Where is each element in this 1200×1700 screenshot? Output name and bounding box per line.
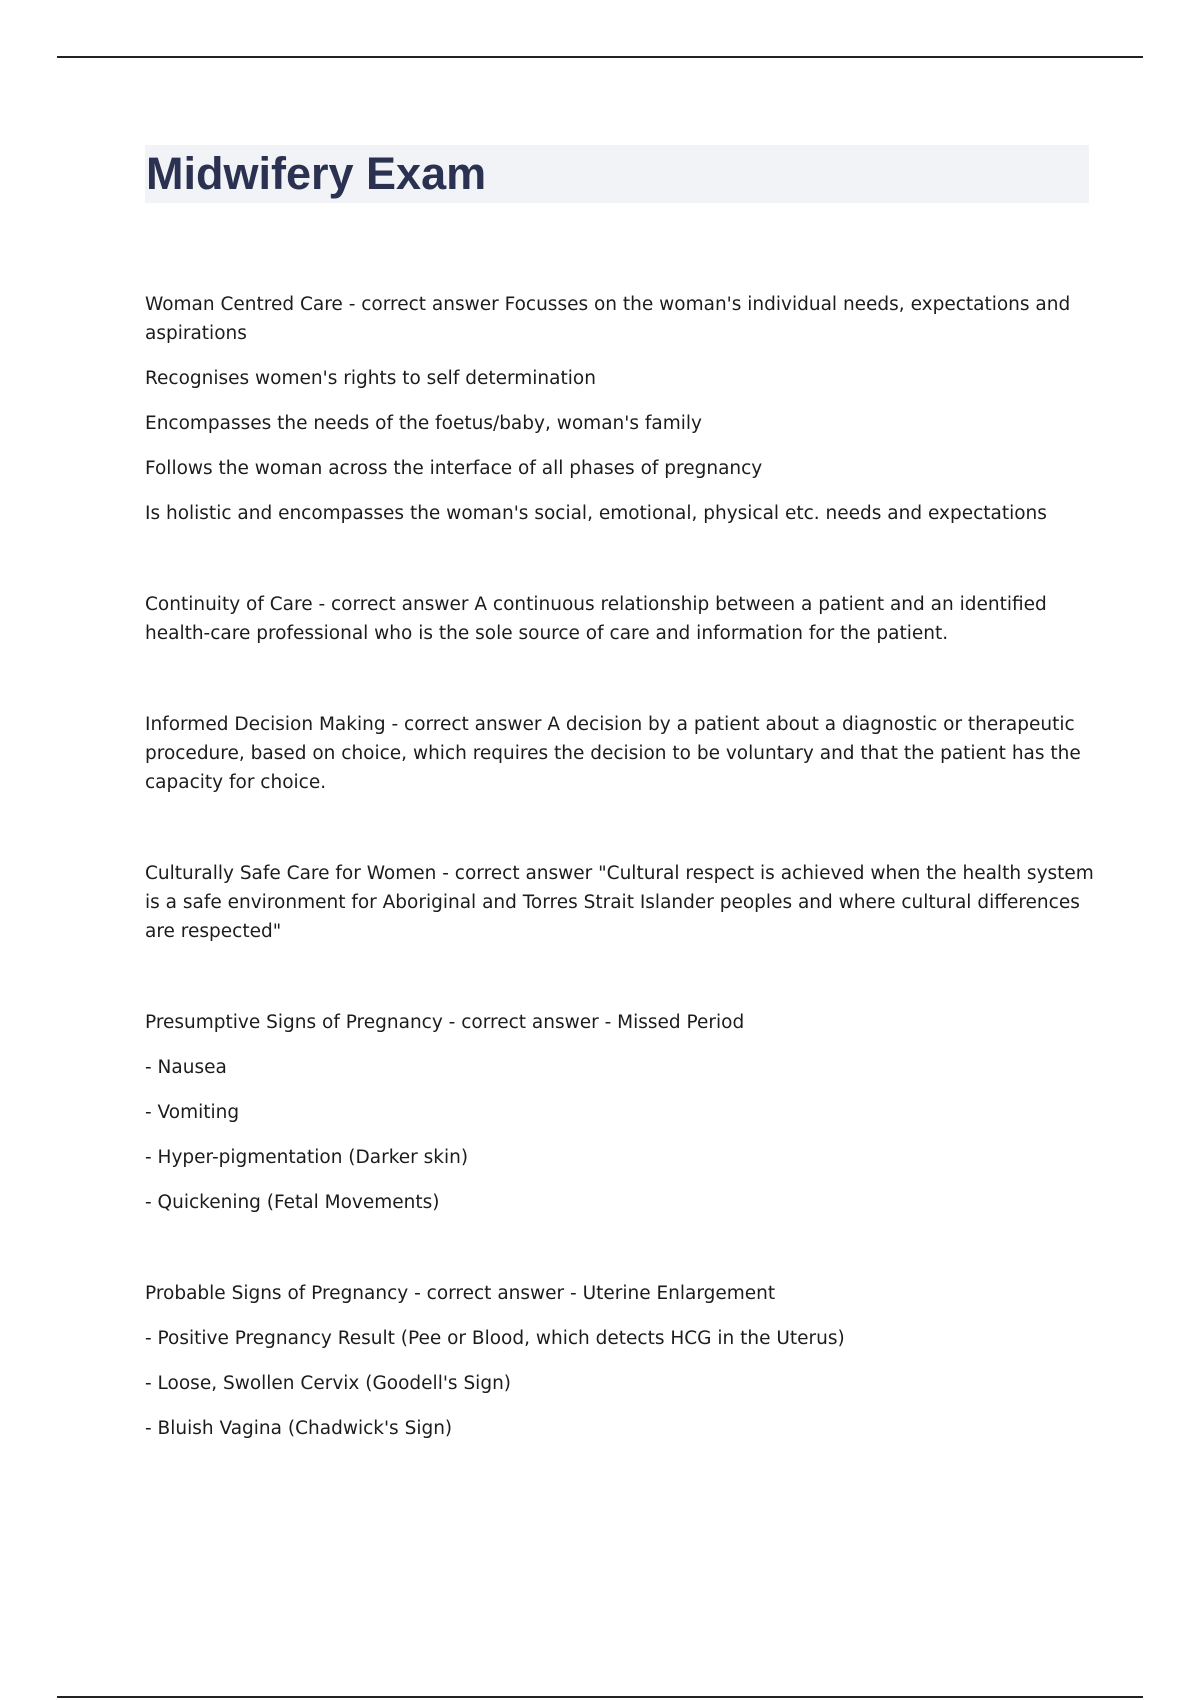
paragraph: Continuity of Care - correct answer A continuous relationship between a patient and an identified health-care professional who is the sole source of care and information for the patient.: [145, 594, 1047, 644]
list-item: - Loose, Swollen Cervix (Goodell's Sign): [145, 1373, 512, 1394]
list-item: - Bluish Vagina (Chadwick's Sign): [145, 1418, 453, 1439]
paragraph: Informed Decision Making - correct answer A decision by a patient about a diagnostic or therapeutic procedure, based on choice, which requires the decision to be voluntary and that the patient has the capacity for choice.: [145, 714, 1081, 793]
document-body: [145, 290, 1095, 1459]
paragraph: Woman Centred Care - correct answer Focusses on the woman's individual needs, expectations and aspirations: [145, 294, 1071, 344]
section-presumptive-signs: [145, 1008, 1095, 1217]
paragraph: Presumptive Signs of Pregnancy - correct answer - Missed Period: [145, 1012, 745, 1033]
paragraph: Probable Signs of Pregnancy - correct answer - Uterine Enlargement: [145, 1283, 776, 1304]
section-informed-decision-making: [145, 710, 1095, 797]
section-culturally-safe-care: [145, 859, 1095, 946]
list-item: - Positive Pregnancy Result (Pee or Blood, which detects HCG in the Uterus): [145, 1328, 845, 1349]
paragraph: Culturally Safe Care for Women - correct answer "Cultural respect is achieved when the health system is a safe environment for Aboriginal and Torres Strait Islander peoples and where cultural differences are respected": [145, 863, 1094, 942]
section-continuity-of-care: [145, 590, 1095, 648]
document-title: Midwifery Exam: [146, 148, 487, 199]
list-item: - Quickening (Fetal Movements): [145, 1192, 440, 1213]
list-item: - Vomiting: [145, 1102, 240, 1123]
footer-rule: [57, 1696, 1143, 1698]
list-item: - Nausea: [145, 1057, 227, 1078]
paragraph: Recognises women's rights to self determination: [145, 368, 596, 389]
paragraph: Encompasses the needs of the foetus/baby, woman's family: [145, 413, 702, 434]
section-probable-signs: [145, 1279, 1095, 1443]
header-rule: [57, 56, 1143, 58]
paragraph: Follows the woman across the interface of all phases of pregnancy: [145, 458, 763, 479]
section-woman-centred-care: [145, 290, 1095, 528]
paragraph: Is holistic and encompasses the woman's social, emotional, physical etc. needs and expectations: [145, 503, 1047, 524]
list-item: - Hyper-pigmentation (Darker skin): [145, 1147, 469, 1168]
